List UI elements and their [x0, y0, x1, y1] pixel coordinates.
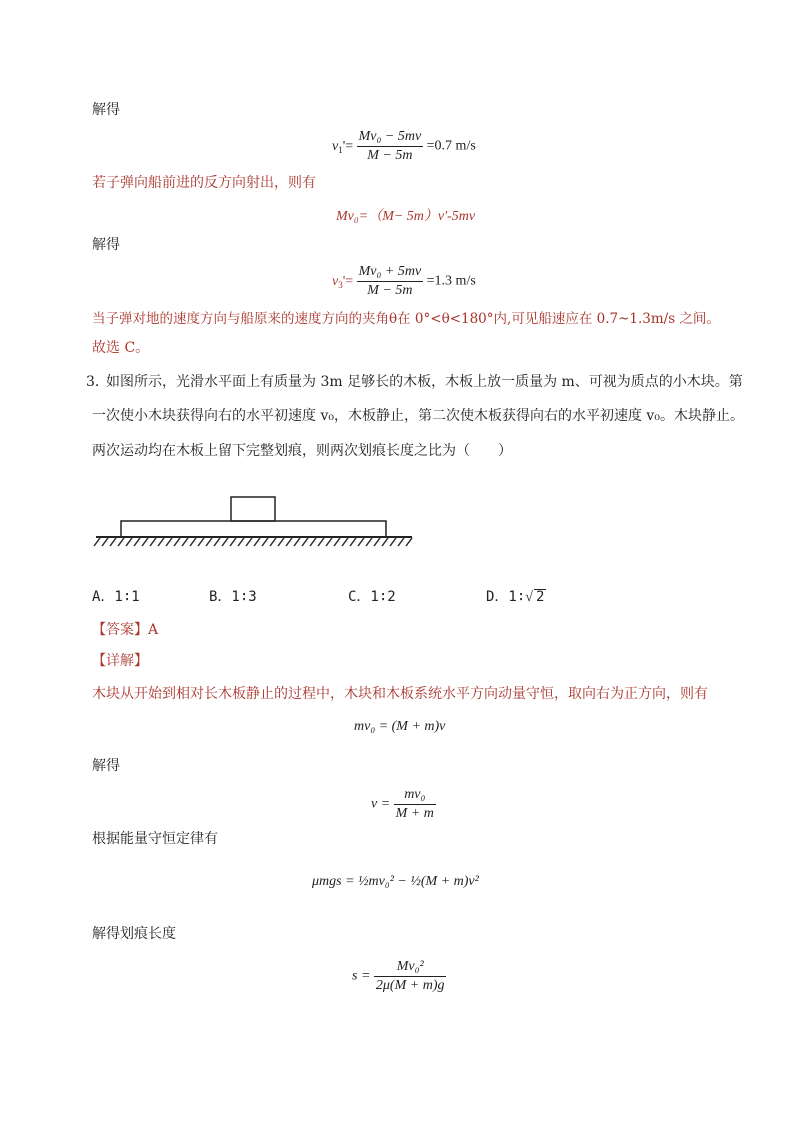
solve-label: 解得: [92, 237, 120, 253]
scratch-length-text: 解得划痕长度: [92, 926, 176, 942]
detail-text: 木块从开始到相对长木板静止的过程中，木块和木板系统水平方向动量守恒，取向右为正方向，则有: [92, 686, 708, 702]
ground-surface: [94, 537, 412, 546]
board: [121, 521, 386, 537]
question-line: 两次运动均在木板上留下完整划痕，则两次划痕长度之比为（ ）: [92, 443, 512, 459]
block: [231, 497, 275, 521]
choice-c: C．1∶2: [348, 589, 396, 605]
board-block-diagram: [92, 482, 416, 552]
conclusion-text: 当子弹对地的速度方向与船原来的速度方向的夹角θ在 0°<θ<180°内,可见船速应在 0.7~1.3m/s 之间。: [92, 311, 720, 327]
equation-conservation: mv₀ = (M + m)v: [354, 719, 446, 734]
equation-energy: μmgs = ½mv₀² − ½(M + m)v²: [312, 874, 479, 889]
question-number: 3．: [86, 374, 109, 390]
equation-v3: $v_3'=$ $\frac{\text{Mv₀ + 5mv}}{M - 5m}$ =1.3 m/s: [332, 264, 476, 298]
equation-v1: $v_1'=$ $\frac{\text{Mv₀ − 5mv}}{M - 5m}$ =0.7 m/s: [332, 129, 476, 163]
choose-text: 故选 C。: [92, 340, 150, 356]
energy-text: 根据能量守恒定律有: [92, 831, 218, 847]
choice-b: B．1∶3: [209, 589, 257, 605]
choice-d: D．1∶√ 2: [486, 589, 545, 605]
question-line: 如图所示，光滑水平面上有质量为 3m 足够长的木板，木板上放一质量为 m、可视为质点的小木块。第: [106, 374, 743, 390]
solve-label: 解得: [92, 102, 120, 118]
answer-label: 【答案】A: [92, 622, 159, 638]
detail-label: 【详解】: [92, 653, 148, 669]
choice-a: A．1∶1: [92, 589, 140, 605]
equation-v: v = $\frac{\text{mv₀}}{M + m}$: [371, 787, 434, 821]
reverse-direction-text: 若子弹向船前进的反方向射出，则有: [92, 175, 316, 191]
question-line: 一次使小木块获得向右的水平初速度 v₀，木板静止，第二次使木板获得向右的水平初速度 v₀。木块静止。: [92, 408, 744, 424]
equation-momentum: Mv₀=（M− 5m）v'-5mv: [336, 209, 476, 224]
solve-label: 解得: [92, 758, 120, 774]
equation-s: s = $\frac{\text{Mv₀²}}{2\mu(M + m)g}$: [352, 959, 445, 993]
